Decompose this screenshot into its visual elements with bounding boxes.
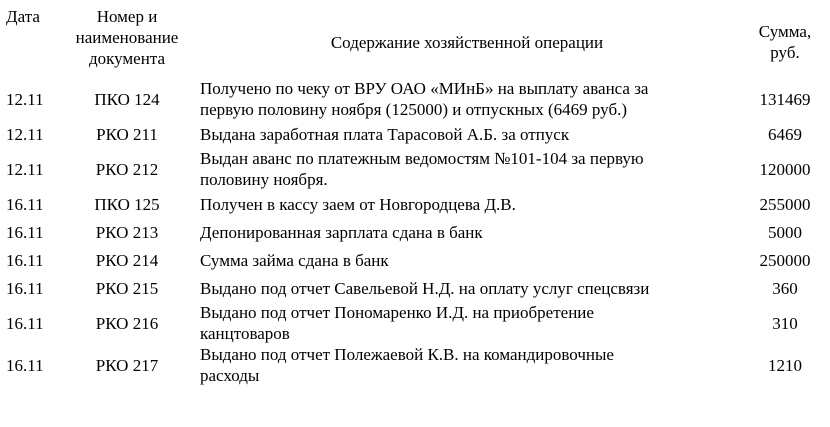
header-document-line1: Номер и (96, 7, 158, 26)
header-sum-line1: Сумма, (758, 22, 812, 41)
row-operation: Получен в кассу заем от Новгородцева Д.В. (200, 194, 516, 214)
row-document: РКО 211 (96, 124, 158, 144)
row-sum: 120000 (759, 159, 811, 179)
row-operation-line2: первую половину ноября (125000) и отпускных (6469 руб.) (200, 100, 628, 119)
row-operation (194, 344, 740, 386)
row-operation-line1: Выдано под отчет Пономаренко И.Д. на приобретение (200, 303, 594, 322)
table-row (0, 218, 830, 246)
table-row (0, 120, 830, 148)
table-row (0, 302, 830, 344)
row-sum: 1210 (768, 355, 802, 375)
table-row (0, 344, 830, 386)
row-operation-line1: Получено по чеку от ВРУ ОАО «МИнБ» на выплату аванса за (200, 79, 649, 98)
cash-operations-table (0, 6, 830, 386)
header-operation: Содержание хозяйственной операции (330, 32, 604, 52)
row-operation-line2: расходы (200, 366, 260, 385)
row-date: 16.11 (6, 250, 44, 270)
row-sum: 131469 (759, 89, 811, 109)
row-document: РКО 217 (95, 355, 159, 375)
header-sum (740, 6, 830, 78)
table-row (0, 148, 830, 190)
row-sum: 6469 (768, 124, 802, 144)
row-date: 12.11 (6, 89, 44, 109)
header-document-line3: документа (88, 49, 166, 68)
row-sum: 5000 (768, 222, 802, 242)
row-operation-line2: половину ноября. (200, 170, 328, 189)
table-row (0, 190, 830, 218)
row-operation: Выдана заработная плата Тарасовой А.Б. за отпуск (200, 124, 570, 144)
header-sum-line2: руб. (770, 43, 800, 62)
row-document: ПКО 124 (94, 89, 160, 109)
row-date: 16.11 (6, 355, 44, 375)
table-row (0, 78, 830, 120)
table-row (0, 274, 830, 302)
row-date: 16.11 (6, 313, 44, 333)
row-document: РКО 212 (95, 159, 159, 179)
table-row (0, 246, 830, 274)
row-operation: Сумма займа сдана в банк (200, 250, 389, 270)
row-document: РКО 213 (95, 222, 159, 242)
row-operation: Депонированная зарплата сдана в банк (200, 222, 483, 242)
row-document: РКО 216 (95, 313, 159, 333)
row-operation-line1: Выдан аванс по платежным ведомостям №101-104 за первую (200, 149, 644, 168)
row-sum: 255000 (759, 194, 811, 214)
row-operation-line1: Выдано под отчет Полежаевой К.В. на командировочные (200, 345, 614, 364)
row-date: 12.11 (6, 159, 44, 179)
row-operation-line2: канцтоваров (200, 324, 290, 343)
table-header-row (0, 6, 830, 78)
row-date: 16.11 (6, 222, 44, 242)
header-date: Дата (6, 7, 40, 26)
row-sum: 310 (772, 313, 798, 333)
row-date: 16.11 (6, 278, 44, 298)
row-operation (194, 302, 740, 344)
header-document (60, 6, 194, 78)
row-document: РКО 214 (95, 250, 159, 270)
row-document: ПКО 125 (94, 194, 160, 214)
row-date: 16.11 (6, 194, 44, 214)
row-operation (194, 148, 740, 190)
header-document-line2: наименование (75, 28, 179, 47)
row-sum: 360 (772, 278, 798, 298)
row-document: РКО 215 (95, 278, 159, 298)
row-operation: Выдано под отчет Савельевой Н.Д. на оплату услуг спецсвязи (200, 278, 650, 298)
row-date: 12.11 (6, 124, 44, 144)
row-sum: 250000 (759, 250, 811, 270)
row-operation (194, 78, 740, 120)
